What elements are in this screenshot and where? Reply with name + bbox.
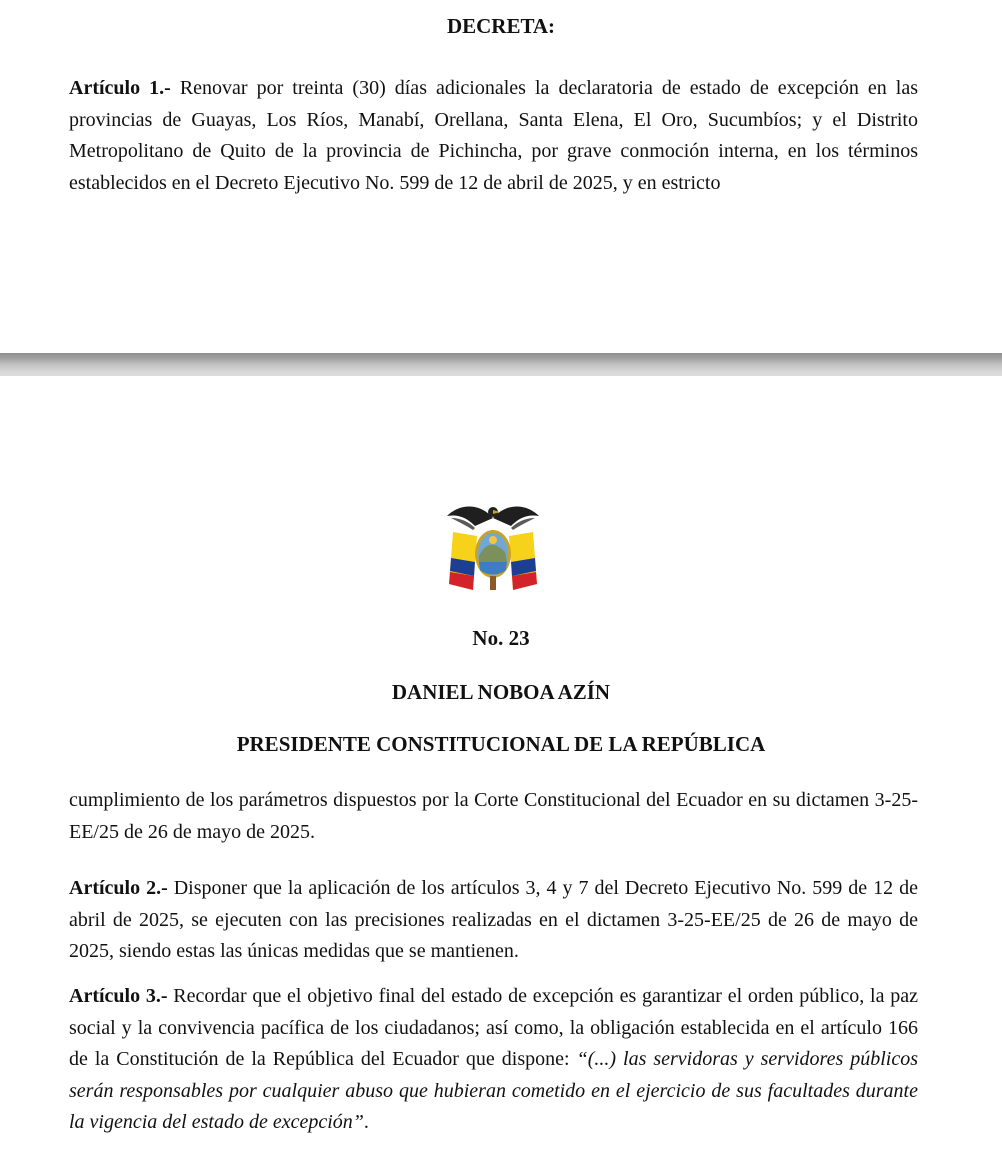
article-2-text: Disponer que la aplicación de los artículos 3, 4 y 7 del Decreto Ejecutivo No. 599 de 12 de abril de 2025, se ejecuten con las precisiones realizadas en el dictamen 3-25-EE/25 de 26 de mayo de 2025, siendo estas las únicas medidas que se mantienen. [69,877,918,962]
article-3-label: Artículo 3.- [69,985,168,1007]
article-3-paragraph [69,981,918,1139]
article-1-paragraph [69,73,918,199]
decree-heading: DECRETA: [446,14,556,38]
page-separator [0,353,1002,376]
decree-number: No. 23 [472,626,530,650]
article-2-label: Artículo 2.- [69,877,168,899]
document-page-bottom [0,376,1002,1152]
article-2-paragraph [69,873,918,968]
article-1-label: Artículo 1.- [69,77,171,99]
ecuador-coat-of-arms-icon [443,496,543,596]
president-name: DANIEL NOBOA AZÍN [391,680,611,704]
article-1-continuation: cumplimiento de los parámetros dispuestos por la Corte Constitucional del Ecuador en su dictamen 3-25-EE/25 de 26 de mayo de 2025. [69,789,918,843]
document-page-top [0,0,1002,353]
article-3-end: . [363,1111,369,1133]
president-title: PRESIDENTE CONSTITUCIONAL DE LA REPÚBLICA [236,732,766,756]
article-3-text: Recordar que el objetivo final del estado de excepción es garantizar el orden público, la paz social y la convivencia pacífica de los ciudadanos; así como, la obligación establecida en el artículo 166 de la Constitución de la República del Ecuador que dispone: [69,985,918,1070]
article-1-text: Renovar por treinta (30) días adicionales la declaratoria de estado de excepción en las provincias de Guayas, Los Ríos, Manabí, Orellana, Santa Elena, El Oro, Sucumbíos; y el Distrito Metropolitano de Quito de la provincia de Pichincha, por grave conmoción interna, en los términos establecidos en el Decreto Ejecutivo No. 599 de 12 de abril de 2025, y en estricto [69,77,919,194]
article-3-quote: “(...) las servidoras y servidores públicos serán responsables por cualquier abuso que hubieran cometido en el ejercicio de sus facultades durante la vigencia del estado de excepción” [69,1048,918,1133]
